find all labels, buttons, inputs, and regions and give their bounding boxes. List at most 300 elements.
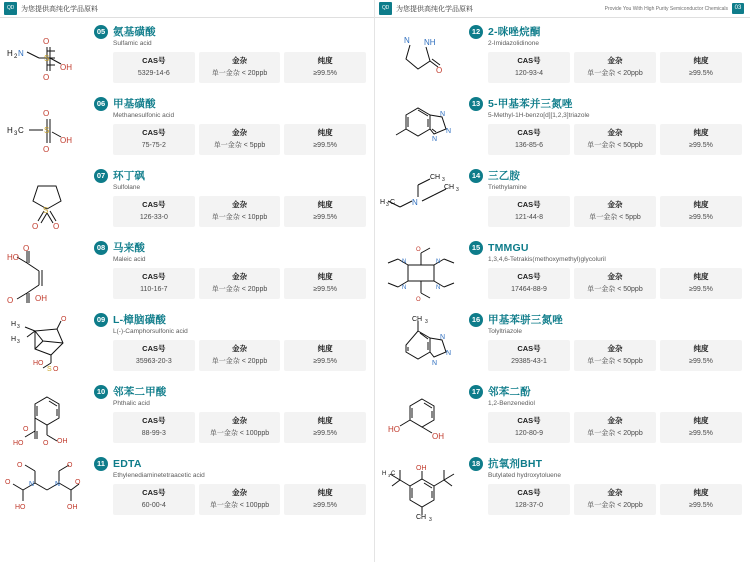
spec-label: CAS号 <box>517 200 541 209</box>
spec-purity <box>660 412 742 443</box>
spec-value: ≥99.5% <box>689 358 713 365</box>
spec-value: 88-99-3 <box>141 430 166 437</box>
product-title-row <box>94 97 366 111</box>
product-name-cn: 抗氧剂BHT <box>488 457 543 470</box>
product-name-cn: 2-咪唑烷酮 <box>488 25 541 38</box>
product-name-en: Butylated hydroxytoluene <box>488 472 561 479</box>
product-title-row <box>469 385 742 399</box>
svg-text:OH: OH <box>60 136 72 145</box>
svg-text:O: O <box>53 222 60 231</box>
svg-text:N: N <box>29 481 35 488</box>
svg-text:C: C <box>391 471 396 477</box>
list-item <box>0 454 374 526</box>
svg-text:O: O <box>32 222 39 231</box>
svg-text:O: O <box>416 247 421 253</box>
product-info <box>90 241 366 299</box>
svg-text:O: O <box>5 479 11 486</box>
spec-group <box>113 196 366 227</box>
header-title-en: Provide You With High Purity Semiconductor Chemicals <box>604 5 728 12</box>
sulfolane-structure-icon <box>4 169 90 235</box>
list-item <box>0 382 374 454</box>
spec-cas <box>488 196 570 227</box>
spec-label: CAS号 <box>517 488 541 497</box>
spec-metal <box>574 52 656 83</box>
spec-value: 110-16-7 <box>140 286 168 293</box>
svg-text:O: O <box>43 37 50 46</box>
spec-label: 金杂 <box>232 272 247 281</box>
spec-value: 单一金杂 < 20ppb <box>587 70 643 77</box>
svg-text:OH: OH <box>432 432 444 441</box>
product-title-row <box>469 241 742 255</box>
spec-label: CAS号 <box>142 488 166 497</box>
svg-text:3: 3 <box>386 202 389 208</box>
svg-text:HO: HO <box>13 440 24 447</box>
spec-label: 金杂 <box>232 488 247 497</box>
svg-text:H: H <box>380 199 386 206</box>
product-title-row <box>469 97 742 111</box>
spec-metal <box>199 484 281 515</box>
product-title-row <box>469 457 742 471</box>
spec-group <box>488 412 742 443</box>
item-number: 15 <box>469 241 483 255</box>
list-item <box>375 166 750 238</box>
spec-value: 单一金杂 < 20ppb <box>587 502 643 509</box>
svg-text:S: S <box>44 54 50 63</box>
list-item <box>0 94 374 166</box>
spec-value: 单一金杂 < 50ppb <box>587 358 643 365</box>
spec-label: CAS号 <box>142 272 166 281</box>
spec-value: ≥99.5% <box>689 214 713 221</box>
spec-group <box>113 340 366 371</box>
product-title-row <box>469 313 742 327</box>
svg-text:OH: OH <box>416 465 427 472</box>
methanesulfonic-acid-structure-icon <box>4 97 90 163</box>
svg-text:N: N <box>440 111 446 118</box>
product-name-en: Maleic acid <box>113 256 146 263</box>
spec-cas <box>488 412 570 443</box>
item-number: 10 <box>94 385 108 399</box>
product-name-cn: 甲基磺酸 <box>113 97 156 110</box>
spec-label: 纯度 <box>693 272 709 281</box>
list-item <box>375 94 750 166</box>
spec-label: 金杂 <box>607 344 623 353</box>
spec-label: CAS号 <box>142 56 166 65</box>
svg-text:O: O <box>23 426 29 433</box>
left-product-list <box>0 18 374 526</box>
spec-purity <box>284 196 366 227</box>
spec-purity <box>284 52 366 83</box>
spec-group <box>113 484 366 515</box>
item-number: 14 <box>469 169 483 183</box>
product-name-en: 1,2-Benzenediol <box>488 400 535 407</box>
svg-text:N: N <box>436 259 441 265</box>
spec-label: 纯度 <box>317 344 333 353</box>
spec-label: 金杂 <box>232 344 247 353</box>
spec-purity <box>284 124 366 155</box>
spec-value: 单一金杂 < 100ppb <box>209 502 270 509</box>
svg-text:CH: CH <box>416 514 427 521</box>
spec-metal <box>199 52 281 83</box>
list-item <box>0 166 374 238</box>
product-name-en: Sulfamic acid <box>113 40 152 47</box>
spec-label: 纯度 <box>317 488 333 497</box>
svg-text:O: O <box>17 462 23 469</box>
product-info <box>465 25 742 83</box>
svg-text:O: O <box>416 297 421 303</box>
product-name-cn: L-樟脑磺酸 <box>113 313 167 326</box>
spec-cas <box>113 412 195 443</box>
product-title-row <box>94 385 366 399</box>
product-title-row <box>94 241 366 255</box>
list-item <box>0 22 374 94</box>
svg-text:O: O <box>436 66 443 75</box>
product-name-cn: 甲基苯骈三氮唑 <box>488 313 563 326</box>
spec-group <box>488 124 742 155</box>
spec-value: 35963-20-3 <box>135 358 172 365</box>
product-name-cn: EDTA <box>113 457 142 470</box>
spec-cas <box>488 268 570 299</box>
spec-value: 单一金杂 < 20ppb <box>587 430 643 437</box>
product-name-cn: 氨基磺酸 <box>113 25 156 38</box>
svg-text:N: N <box>402 285 407 291</box>
product-name-en: Methanesulfonic acid <box>113 112 175 119</box>
spec-cas <box>488 124 570 155</box>
product-info <box>90 313 366 371</box>
header-title-cn: 为您提供高纯化学品原料 <box>21 5 98 13</box>
svg-text:S: S <box>43 206 49 215</box>
item-number: 09 <box>94 313 108 327</box>
spec-value: 单一金杂 < 5ppb <box>213 142 266 149</box>
svg-text:3: 3 <box>17 324 20 330</box>
svg-text:H: H <box>7 126 13 135</box>
svg-text:C: C <box>18 126 24 135</box>
spec-label: 金杂 <box>232 128 247 137</box>
sulfamic-acid-structure-icon <box>4 25 90 91</box>
svg-text:O: O <box>75 479 81 486</box>
product-title-row <box>94 313 366 327</box>
product-name-cn: 环丁砜 <box>113 169 146 182</box>
spec-cas <box>113 196 195 227</box>
spec-group <box>488 196 742 227</box>
spec-value: 单一金杂 < 20ppb <box>211 358 268 365</box>
phthalic-acid-structure-icon <box>4 385 90 451</box>
spec-label: 纯度 <box>693 416 709 425</box>
svg-text:CH: CH <box>444 184 455 191</box>
spec-label: 金杂 <box>607 272 623 281</box>
spec-value: ≥99.5% <box>689 70 713 77</box>
spec-value: ≥99.5% <box>313 142 338 149</box>
svg-text:OH: OH <box>57 438 68 445</box>
product-name-cn: 马来酸 <box>113 241 146 254</box>
product-name-cn: 邻苯二甲酸 <box>113 385 167 398</box>
spec-value: 60-00-4 <box>141 502 166 509</box>
product-title-row <box>94 25 366 39</box>
spec-label: 纯度 <box>317 128 333 137</box>
spec-label: 金杂 <box>232 416 247 425</box>
spec-purity <box>284 412 366 443</box>
svg-text:3: 3 <box>442 177 445 183</box>
brand-logo-icon: QD <box>379 2 392 15</box>
svg-text:N: N <box>55 481 61 488</box>
spec-label: CAS号 <box>142 344 166 353</box>
spec-metal <box>574 124 656 155</box>
product-name-en: Sulfolane <box>113 184 141 191</box>
product-name-en: Triethylamine <box>488 184 527 191</box>
spec-cas <box>113 340 195 371</box>
product-info <box>90 97 366 155</box>
triethylamine-structure-icon <box>379 169 465 235</box>
svg-text:3: 3 <box>14 131 18 137</box>
product-title-row <box>94 457 366 471</box>
spec-value: 单一金杂 < 100ppb <box>209 430 270 437</box>
svg-text:N: N <box>436 285 441 291</box>
spec-metal <box>574 340 656 371</box>
spec-group <box>488 52 742 83</box>
spec-metal <box>574 196 656 227</box>
benzenediol-structure-icon <box>379 385 465 451</box>
tmmgu-structure-icon <box>379 241 465 307</box>
page-number-badge: 03 <box>732 3 744 14</box>
spec-value: 75-75-2 <box>141 142 166 149</box>
right-product-list <box>375 18 750 526</box>
spec-value: ≥99.5% <box>313 358 338 365</box>
list-item <box>375 454 750 526</box>
spec-value: ≥99.5% <box>313 214 338 221</box>
brand-logo-icon: QD <box>4 2 17 15</box>
spec-purity <box>660 268 742 299</box>
spec-metal <box>574 412 656 443</box>
spec-label: 金杂 <box>232 56 247 65</box>
spec-purity <box>660 484 742 515</box>
svg-text:O: O <box>53 366 59 373</box>
product-info <box>465 97 742 155</box>
spec-group <box>113 124 366 155</box>
spec-value: 120-93-4 <box>514 70 544 77</box>
spec-label: 纯度 <box>693 200 709 209</box>
tolyltriazole-structure-icon <box>379 313 465 379</box>
spec-label: CAS号 <box>517 416 541 425</box>
svg-text:HO: HO <box>7 253 19 262</box>
svg-text:N: N <box>432 360 438 367</box>
product-info <box>465 169 742 227</box>
bht-structure-icon <box>379 457 465 523</box>
spec-label: CAS号 <box>517 272 541 281</box>
spec-label: 纯度 <box>693 344 709 353</box>
svg-text:N: N <box>446 128 452 135</box>
product-info <box>465 385 742 443</box>
product-name-en: Tolyltriazole <box>488 328 522 335</box>
spec-value: 5329-14-6 <box>137 70 170 77</box>
spec-value: ≥99.5% <box>313 70 338 77</box>
spec-label: 金杂 <box>607 200 623 209</box>
svg-text:OH: OH <box>67 504 78 511</box>
header-title-cn: 为您提供高纯化学品原料 <box>396 5 473 13</box>
product-info <box>465 241 742 299</box>
edta-structure-icon <box>4 457 90 523</box>
product-name-en: 1,3,4,6-Tetrakis(methoxymethyl)glycoluril <box>488 256 606 263</box>
spec-purity <box>660 52 742 83</box>
svg-text:HO: HO <box>15 504 26 511</box>
spec-group <box>113 52 366 83</box>
camphorsulfonic-acid-structure-icon <box>4 313 90 379</box>
spec-value: ≥99.5% <box>689 142 713 149</box>
spec-group <box>113 268 366 299</box>
product-title-row <box>469 169 742 183</box>
spec-cas <box>113 484 195 515</box>
svg-text:N: N <box>432 136 438 143</box>
spec-cas <box>113 124 195 155</box>
spec-purity <box>660 340 742 371</box>
spec-metal <box>574 268 656 299</box>
svg-text:HO: HO <box>33 360 44 367</box>
svg-text:3: 3 <box>388 473 391 478</box>
maleic-acid-structure-icon <box>4 241 90 307</box>
item-number: 12 <box>469 25 483 39</box>
spec-value: 单一金杂 < 10ppb <box>211 214 268 221</box>
item-number: 05 <box>94 25 108 39</box>
spec-value: 126-33-0 <box>139 214 168 221</box>
right-page-column <box>375 0 750 562</box>
svg-text:H: H <box>7 49 13 58</box>
list-item <box>0 310 374 382</box>
svg-text:O: O <box>43 440 49 447</box>
spec-label: CAS号 <box>517 128 541 137</box>
spec-value: 128-37-0 <box>514 502 544 509</box>
list-item <box>375 382 750 454</box>
spec-group <box>488 268 742 299</box>
list-item <box>0 238 374 310</box>
list-item <box>375 310 750 382</box>
svg-text:O: O <box>61 316 67 323</box>
svg-text:H: H <box>11 321 17 328</box>
svg-text:3: 3 <box>456 187 459 193</box>
spec-label: 金杂 <box>607 128 623 137</box>
spec-label: 纯度 <box>693 128 709 137</box>
svg-text:3: 3 <box>17 339 20 345</box>
spec-label: 纯度 <box>317 200 333 209</box>
item-number: 18 <box>469 457 483 471</box>
spec-cas <box>488 484 570 515</box>
spec-metal <box>199 412 281 443</box>
svg-text:O: O <box>67 462 73 469</box>
spec-cas <box>113 52 195 83</box>
svg-text:N: N <box>440 334 446 341</box>
product-name-en: 2-Imidazolidinone <box>488 40 539 47</box>
spec-value: ≥99.5% <box>313 286 338 293</box>
svg-text:H: H <box>382 471 387 477</box>
svg-text:S: S <box>44 126 50 135</box>
spec-value: ≥99.5% <box>313 430 338 437</box>
product-name-en: L(-)-Camphorsulfonic acid <box>113 328 188 335</box>
product-name-cn: 三乙胺 <box>488 169 521 182</box>
product-name-cn: 5-甲基苯并三氮唑 <box>488 97 573 110</box>
imidazolidinone-structure-icon <box>379 25 465 91</box>
product-name-cn: TMMGU <box>488 241 529 254</box>
spec-label: 纯度 <box>693 488 709 497</box>
page-header-left <box>0 0 374 18</box>
page-header-right <box>375 0 750 18</box>
spec-cas <box>488 52 570 83</box>
spec-metal <box>199 340 281 371</box>
product-info <box>90 385 366 443</box>
item-number: 08 <box>94 241 108 255</box>
item-number: 06 <box>94 97 108 111</box>
svg-text:H: H <box>11 336 17 343</box>
spec-label: 金杂 <box>607 416 623 425</box>
item-number: 13 <box>469 97 483 111</box>
spec-metal <box>199 124 281 155</box>
product-name-en: Phthalic acid <box>113 400 150 407</box>
spec-cas <box>488 340 570 371</box>
spec-purity <box>660 196 742 227</box>
product-info <box>90 169 366 227</box>
list-item <box>375 238 750 310</box>
spec-purity <box>284 340 366 371</box>
spec-group <box>113 412 366 443</box>
spec-value: 136-85-6 <box>514 142 544 149</box>
list-item <box>375 22 750 94</box>
svg-text:CH: CH <box>412 316 423 323</box>
spec-metal <box>574 484 656 515</box>
spec-label: CAS号 <box>517 344 541 353</box>
item-number: 11 <box>94 457 108 471</box>
svg-text:O: O <box>43 109 50 118</box>
spec-group <box>488 340 742 371</box>
item-number: 17 <box>469 385 483 399</box>
spec-label: CAS号 <box>517 56 541 65</box>
spec-purity <box>660 124 742 155</box>
svg-text:OH: OH <box>60 63 72 72</box>
header-right-group <box>605 3 744 14</box>
spec-value: 单一金杂 < 5ppb <box>589 214 641 221</box>
spec-label: 金杂 <box>607 56 623 65</box>
spec-label: 金杂 <box>607 488 623 497</box>
spec-value: 单一金杂 < 50ppb <box>587 286 643 293</box>
spec-value: ≥99.5% <box>313 502 338 509</box>
product-title-row <box>94 169 366 183</box>
svg-text:O: O <box>23 244 30 253</box>
svg-text:N: N <box>412 198 418 207</box>
item-number: 07 <box>94 169 108 183</box>
spec-value: 单一金杂 < 20ppb <box>211 286 268 293</box>
product-name-en: Ethylenediaminetetraacetic acid <box>113 472 205 479</box>
product-info <box>465 457 742 515</box>
product-name-en: 5-Methyl-1H-benzo[d][1,2,3]triazole <box>488 112 590 119</box>
spec-group <box>488 484 742 515</box>
spec-metal <box>199 268 281 299</box>
svg-text:HO: HO <box>388 425 400 434</box>
svg-text:O: O <box>43 145 50 154</box>
spec-label: CAS号 <box>142 416 166 425</box>
spec-purity <box>284 484 366 515</box>
svg-text:N: N <box>446 350 452 357</box>
svg-text:OH: OH <box>35 294 47 303</box>
spec-value: ≥99.5% <box>689 430 713 437</box>
spec-value: 29385-43-1 <box>511 358 547 365</box>
spec-value: ≥99.5% <box>689 502 713 509</box>
svg-text:3: 3 <box>429 517 432 521</box>
spec-value: 120-80-9 <box>514 430 544 437</box>
product-info <box>90 25 366 83</box>
svg-text:S: S <box>47 366 52 373</box>
spec-value: 121-44-8 <box>514 214 544 221</box>
spec-label: 纯度 <box>317 272 333 281</box>
spec-label: 纯度 <box>693 56 709 65</box>
spec-label: 纯度 <box>317 416 333 425</box>
spec-purity <box>284 268 366 299</box>
product-title-row <box>469 25 742 39</box>
product-info <box>465 313 742 371</box>
